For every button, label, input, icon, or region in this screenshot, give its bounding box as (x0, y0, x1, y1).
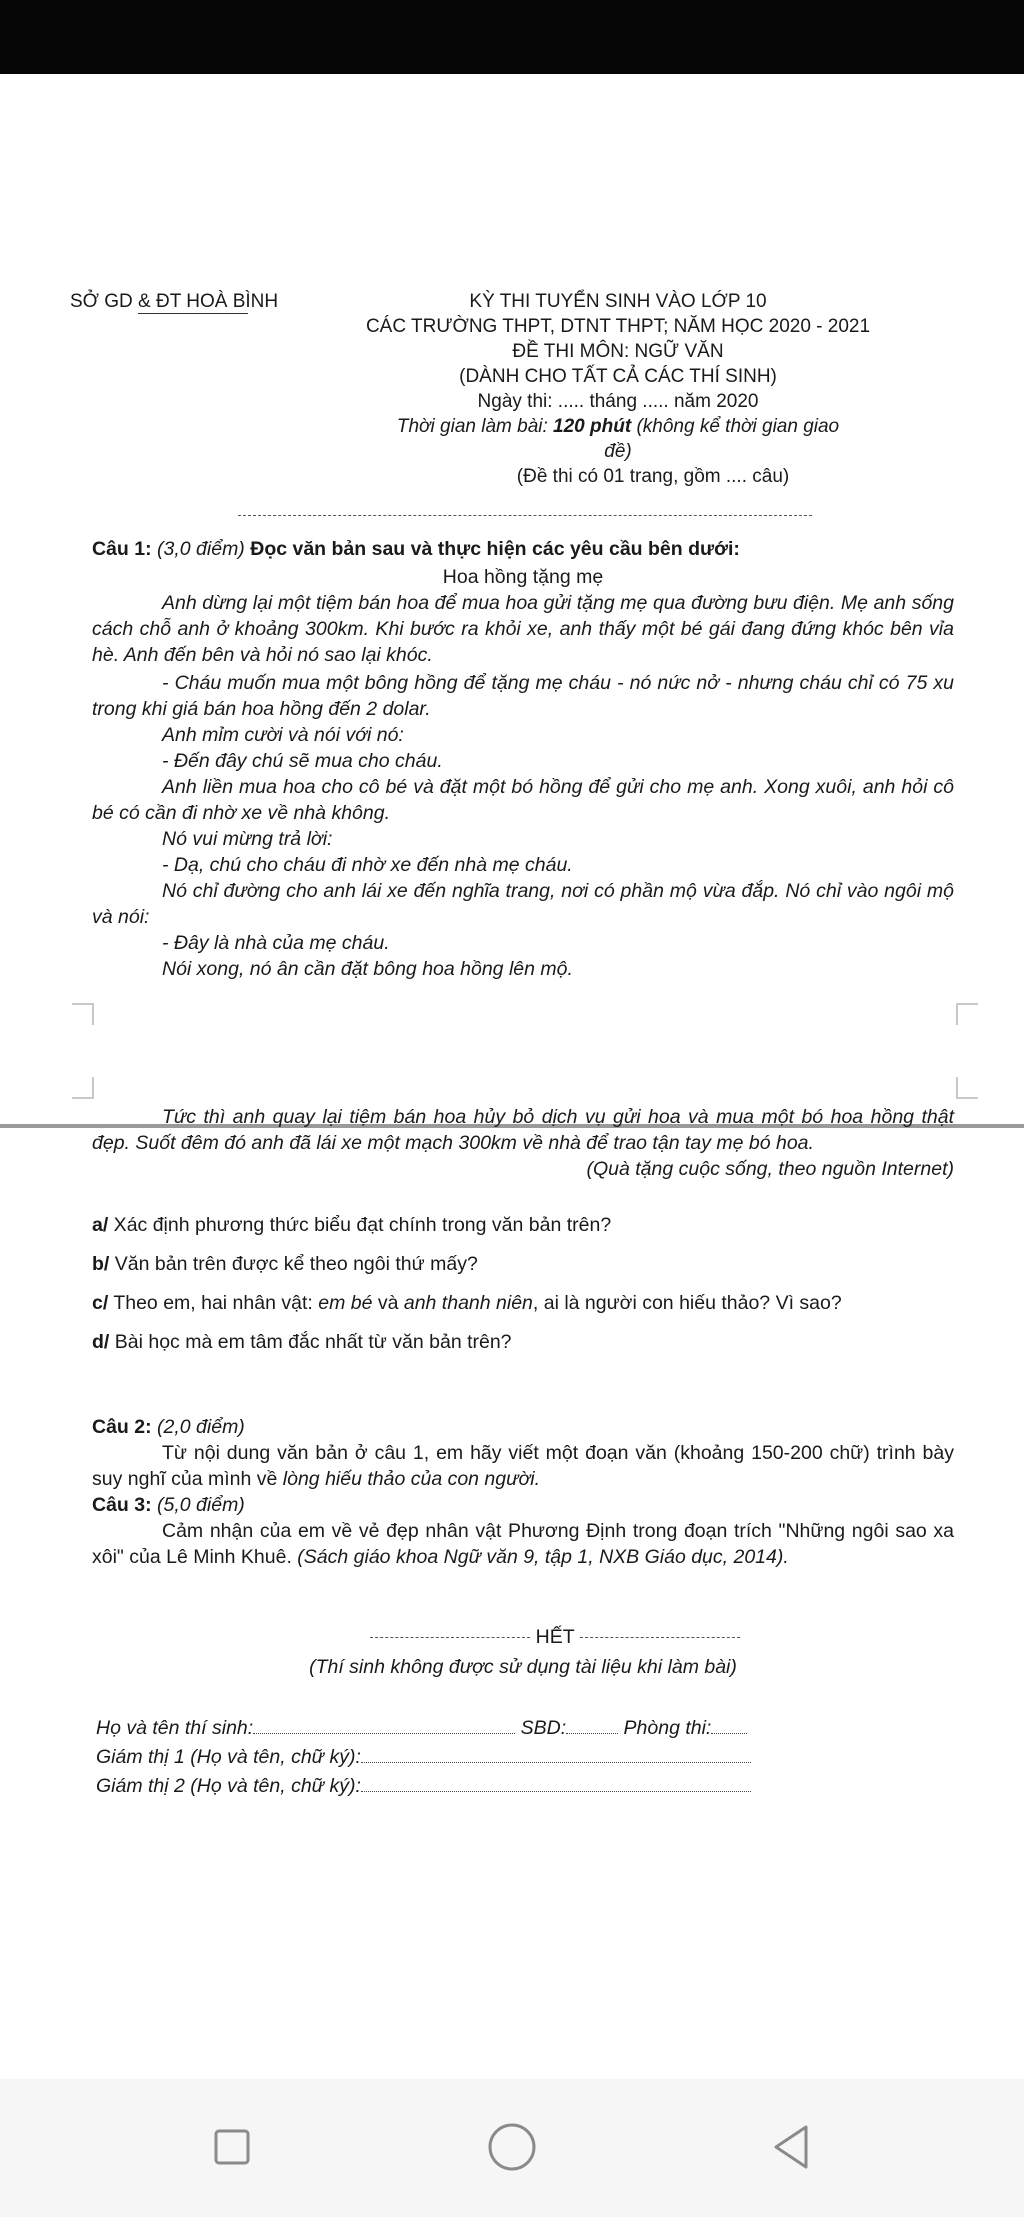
header-right (318, 289, 918, 489)
story-paragraph: Anh mỉm cười và nói với nó: (162, 724, 404, 746)
circle-icon (484, 2119, 540, 2175)
document-page (0, 74, 1024, 2079)
question-1b: b/ Văn bản trên được kể theo ngôi thứ mấy? (92, 1253, 478, 1275)
exam-time-cont: đề) (604, 441, 632, 462)
navigation-bar (0, 2079, 1024, 2217)
story-paragraph: Tức thì anh quay lại tiệm bán hoa hủy bỏ dịch vụ gửi hoa và mua một bó hoa hồng thật đẹp. Suốt đêm đó anh đã lái xe một mạch 300km về nhà để trao tận tay mẹ bó hoa. (92, 1106, 954, 1154)
story-continuation (92, 1104, 954, 1182)
sbd-blank (566, 1733, 618, 1734)
question-3-heading: Câu 3: (5,0 điểm) (92, 1494, 245, 1516)
end-rule-left (370, 1637, 530, 1638)
story-paragraph: - Đến đây chú sẽ mua cho cháu. (162, 750, 443, 772)
header-rule (238, 515, 812, 516)
recents-button[interactable] (204, 2119, 260, 2175)
story-paragraph: - Đây là nhà của mẹ cháu. (162, 932, 390, 954)
square-icon (204, 2119, 260, 2175)
question-2-heading: Câu 2: (2,0 điểm) (92, 1416, 245, 1438)
proctor-2-line: Giám thị 2 (Họ và tên, chữ ký): (96, 1772, 956, 1801)
question-1a: a/ Xác định phương thức biểu đạt chính trong văn bản trên? (92, 1214, 612, 1236)
home-button[interactable] (484, 2119, 540, 2175)
candidate-name-line: Họ và tên thí sinh: SBD: Phòng thi: (96, 1714, 956, 1743)
department-name: SỞ GD & ĐT HOÀ BÌNH (70, 291, 279, 312)
question-1c: c/ Theo em, hai nhân vật: em bé và anh thanh niên, ai là người con hiếu thảo? Vì sao? (92, 1292, 842, 1314)
status-bar (0, 0, 1024, 74)
end-rule-right (580, 1637, 740, 1638)
exam-pages: (Đề thi có 01 trang, gồm .... câu) (516, 466, 790, 487)
story-paragraph: Nói xong, nó ân cần đặt bông hoa hồng lên mộ. (162, 958, 573, 980)
story-paragraph: Nó chỉ đường cho anh lái xe đến nghĩa trang, nơi có phần mộ vừa đắp. Nó chỉ vào ngôi mộ và nói: (92, 880, 954, 928)
page-corner-mark (72, 1003, 94, 1025)
page-corner-mark (72, 1077, 94, 1099)
back-button[interactable] (764, 2119, 820, 2175)
page-corner-mark (956, 1077, 978, 1099)
question-1-parts (92, 1206, 954, 1362)
story-body (92, 590, 954, 982)
story-paragraph: - Cháu muốn mua một bông hồng để tặng mẹ cháu - nó nức nở - nhưng cháu chỉ có 75 xu trong khi giá bán hoa hồng đến 2 dolar. (92, 672, 954, 720)
story-paragraph: - Dạ, chú cho cháu đi nhờ xe đến nhà mẹ cháu. (162, 854, 573, 876)
question-2 (92, 1414, 954, 1492)
name-blank (253, 1733, 515, 1734)
end-marker: HẾT (340, 1624, 770, 1650)
question-3-text: Cảm nhận của em về vẻ đẹp nhân vật Phương Định trong đoạn trích "Những ngôi sao xa xôi" của Lê Minh Khuê. (Sách giáo khoa Ngữ văn 9, tập 1, NXB Giáo dục, 2014). (92, 1520, 954, 1568)
story-source: (Quà tặng cuộc sống, theo nguồn Internet) (586, 1158, 954, 1180)
candidate-info (96, 1714, 956, 1801)
question-2-text: Từ nội dung văn bản ở câu 1, em hãy viết một đoạn văn (khoảng 150-200 chữ) trình bày suy nghĩ của mình về lòng hiếu thảo của con người. (92, 1442, 954, 1490)
room-blank (711, 1733, 747, 1734)
exam-date: Ngày thi: ..... tháng ..... năm 2020 (477, 391, 759, 412)
exam-time: Thời gian làm bài: 120 phút (không kể thời gian giao (396, 416, 840, 437)
question-3 (92, 1492, 954, 1570)
department-underline (138, 313, 248, 314)
proctor-1-blank (361, 1762, 751, 1763)
story-title: Hoa hồng tặng mẹ (442, 566, 604, 588)
story-paragraph: Nó vui mừng trả lời: (162, 828, 333, 850)
question-1d: d/ Bài học mà em tâm đắc nhất từ văn bản trên? (92, 1331, 512, 1353)
page-corner-mark (956, 1003, 978, 1025)
proctor-2-blank (361, 1791, 751, 1792)
exam-note: (Thí sinh không được sử dụng tài liệu khi làm bài) (309, 1656, 737, 1678)
story-paragraph: Anh liền mua hoa cho cô bé và đặt một bó hồng để gửi cho mẹ anh. Xong xuôi, anh hỏi cô bé có cần đi nhờ xe về nhà không. (92, 776, 954, 824)
header-left (70, 289, 310, 314)
exam-schools: CÁC TRƯỜNG THPT, DTNT THPT; NĂM HỌC 2020 - 2021 (365, 316, 871, 337)
story-paragraph: Anh dừng lại một tiệm bán hoa để mua hoa gửi tặng mẹ qua đường bưu điện. Mẹ anh sống cách chỗ anh ở khoảng 300km. Khi bước ra khỏi xe, anh thấy một bé gái đang đứng khóc bên vỉa hè. Anh đến bên và hỏi nó sao lại khóc. (92, 592, 954, 666)
triangle-back-icon (764, 2119, 820, 2175)
question-1-heading: Câu 1: (3,0 điểm) Đọc văn bản sau và thực hiện các yêu cầu bên dưới: (92, 538, 740, 560)
proctor-1-line: Giám thị 1 (Họ và tên, chữ ký): (96, 1743, 956, 1772)
exam-subject: ĐỀ THI MÔN: NGỮ VĂN (512, 341, 724, 362)
exam-audience: (DÀNH CHO TẤT CẢ CÁC THÍ SINH) (459, 366, 777, 387)
exam-title: KỲ THI TUYỂN SINH VÀO LỚP 10 (469, 291, 767, 312)
